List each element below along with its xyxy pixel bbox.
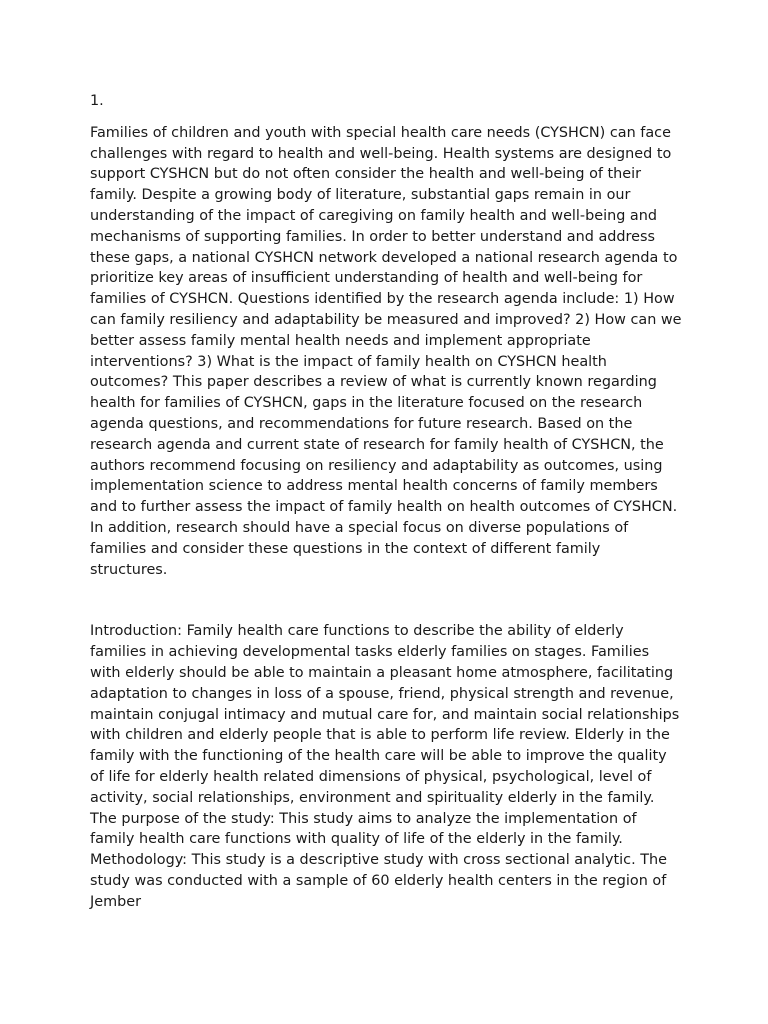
abstract-paragraph-cyshcn: Families of children and youth with special health care needs (CYSHCN) can face challenges with regard to health and well-being. Health systems are designed to support CYSHCN but do not often consider the health and well-being of their family. Despite a growing body of literature, substantial gaps remain in our understanding of the impact of caregiving on family health and well-being and mechanisms of supporting families. In order to better understand and address these gaps, a national CYSHCN network developed a national research agenda to prioritize key areas of insufficient understanding of health and well-being for families of CYSHCN. Questions identified by the research agenda include: 1) How can family resiliency and adaptability be measured and improved? 2) How can we better assess family mental health needs and implement appropriate interventions? 3) What is the impact of family health on CYSHCN health outcomes? This paper describes a review of what is currently known regarding health for families of CYSHCN, gaps in the literature focused on the research agenda questions, and recommendations for future research. Based on the research agenda and current state of research for family health of CYSHCN, the authors recommend focusing on resiliency and adaptability as outcomes, using implementation science to address mental health concerns of family members and to further assess the impact of family health on health outcomes of CYSHCN. In addition, research should have a special focus on diverse populations of families and consider these questions in the context of different family structures. <box>90 124 682 578</box>
abstract-paragraph-elderly: Introduction: Family health care functions to describe the ability of elderly families in achieving developmental tasks elderly families on stages. Families with elderly should be able to maintain a pleasant home atmosphere, facilitating adaptation to changes in loss of a spouse, friend, physical strength and revenue, maintain conjugal intimacy and mutual care for, and maintain social relationships with children and elderly people that is able to perform life review. Elderly in the family with the functioning of the health care will be able to improve the quality of life for elderly health related dimensions of physical, psychological, level of activity, social relationships, environment and spirituality elderly in the family. The purpose of the study: This study aims to analyze the implementation of family health care functions with quality of life of the elderly in the family. Methodology: This study is a descriptive study with cross sectional analytic. The study was conducted with a sample of 60 elderly health centers in the region of Jember <box>90 623 680 910</box>
document-body <box>90 91 682 912</box>
item-number: 1. <box>90 93 104 109</box>
